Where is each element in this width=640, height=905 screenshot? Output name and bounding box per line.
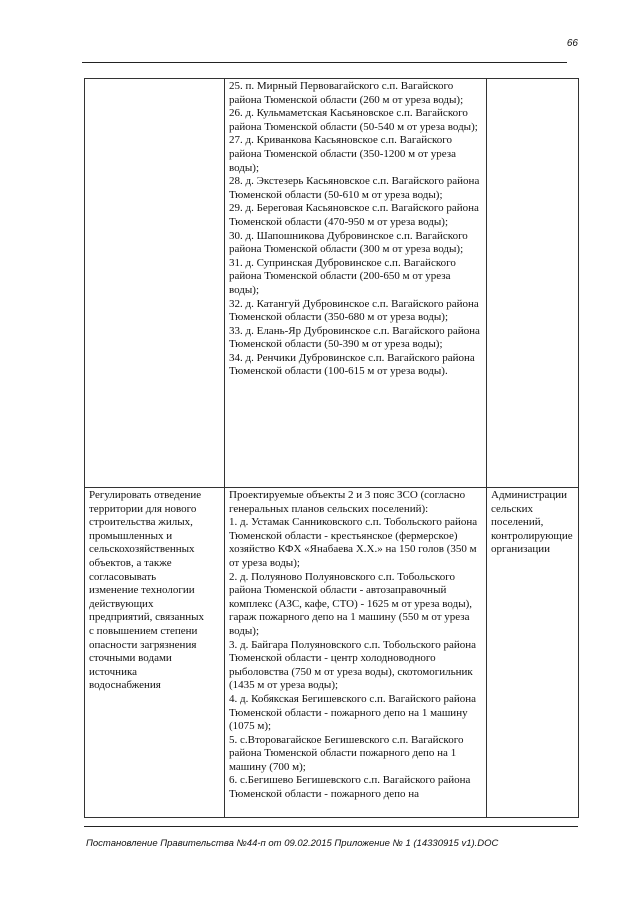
responsible-text: Администрации сельских поселений, контролирующие организации <box>491 489 573 556</box>
list-item: 33. д. Елань-Яр Дубровинское с.п. Вагайского района Тюменской области (50-390 м от уреза воды); <box>229 324 480 351</box>
list-item: 25. п. Мирный Первовагайского с.п. Вагайского района Тюменской области (260 м от уреза воды); <box>229 80 464 106</box>
list-item: 28. д. Экстезерь Касьяновское с.п. Вагайского района Тюменской области (50-610 м от уреза воды); <box>229 175 480 201</box>
list-item: 27. д. Криванкова Касьяновское с.п. Вагайского района Тюменской области (350-1200 м от уреза воды); <box>229 134 457 174</box>
list-item: 34. д. Ренчики Дубровинское с.п. Вагайского района Тюменской области (100-615 м от уреза воды). <box>229 351 475 378</box>
footer-text: Постановление Правительства №44-п от 09.02.2015 Приложение № 1 (14330915 v1).DOC <box>86 838 499 849</box>
objects-intro: Проектируемые объекты 2 и 3 пояс ЗСО (согласно генеральных планов сельских поселений): <box>229 489 466 515</box>
table-row-main <box>85 488 579 818</box>
continuation-list-cell <box>225 79 487 488</box>
footer-rule <box>84 826 578 827</box>
document-table <box>84 78 579 818</box>
continuation-col3-cell <box>487 79 579 488</box>
continuation-col1-cell <box>85 79 225 488</box>
responsible-cell <box>487 488 579 818</box>
list-item: 1. д. Устамак Санниковского с.п. Тобольского района Тюменской области - крестьянское (фермерское) хозяйство КФХ «Янабаева Х.Х.» на 150 голов (350 м от уреза воды); <box>229 516 478 569</box>
list-item: 3. д. Байгара Полуяновского с.п. Тобольского района Тюменской области - центр холодноводного рыболовства (750 м от уреза воды), скотомогильник (1435 м от уреза воды); <box>229 638 477 692</box>
requirement-text: Регулировать отведение территории для нового строительства жилых, промышленных и сельскохозяйственных объектов, а также согласовывать изменение технологии действующих предприятий, связанных с повышением степени опасности загрязнения сточными водами источника водоснабжения <box>89 489 205 692</box>
list-item: 32. д. Катангуй Дубровинское с.п. Вагайского района Тюменской области (350-680 м от уреза воды); <box>229 297 479 324</box>
list-item: 31. д. Супринская Дубровинское с.п. Вагайского района Тюменской области (200-650 м от уреза воды); <box>229 256 456 296</box>
requirement-cell <box>85 488 225 818</box>
page-number: 66 <box>566 38 578 49</box>
list-item: 29. д. Береговая Касьяновское с.п. Вагайского района Тюменской области (470-950 м от уреза воды); <box>229 202 479 228</box>
list-item: 6. с.Бегишево Бегишевского с.п. Вагайского района Тюменской области - пожарного депо на <box>229 774 471 801</box>
header-rule <box>82 62 567 63</box>
objects-cell <box>225 488 487 818</box>
list-item: 4. д. Кобякская Бегишевского с.п. Вагайского района Тюменской области - пожарного депо на 1 машину (1075 м); <box>229 692 477 733</box>
list-item: 2. д. Полуяново Полуяновского с.п. Тобольского района Тюменской области - автозаправочный комплекс (АЗС, кафе, СТО) - 1625 м от уреза воды), гараж пожарного депо на 1 машину (550 м от уреза воды); <box>229 570 472 637</box>
table-row-continuation <box>85 79 579 488</box>
list-item: 5. с.Второвагайское Бегишевского с.п. Вагайского района Тюменской области пожарного депо на 1 машину (700 м); <box>229 733 464 773</box>
list-item: 30. д. Шапошникова Дубровинское с.п. Вагайского района Тюменской области (300 м от уреза воды); <box>229 229 468 256</box>
list-item: 26. д. Кульмаметская Касьяновское с.п. Вагайского района Тюменской области (50-540 м от уреза воды); <box>229 107 478 133</box>
